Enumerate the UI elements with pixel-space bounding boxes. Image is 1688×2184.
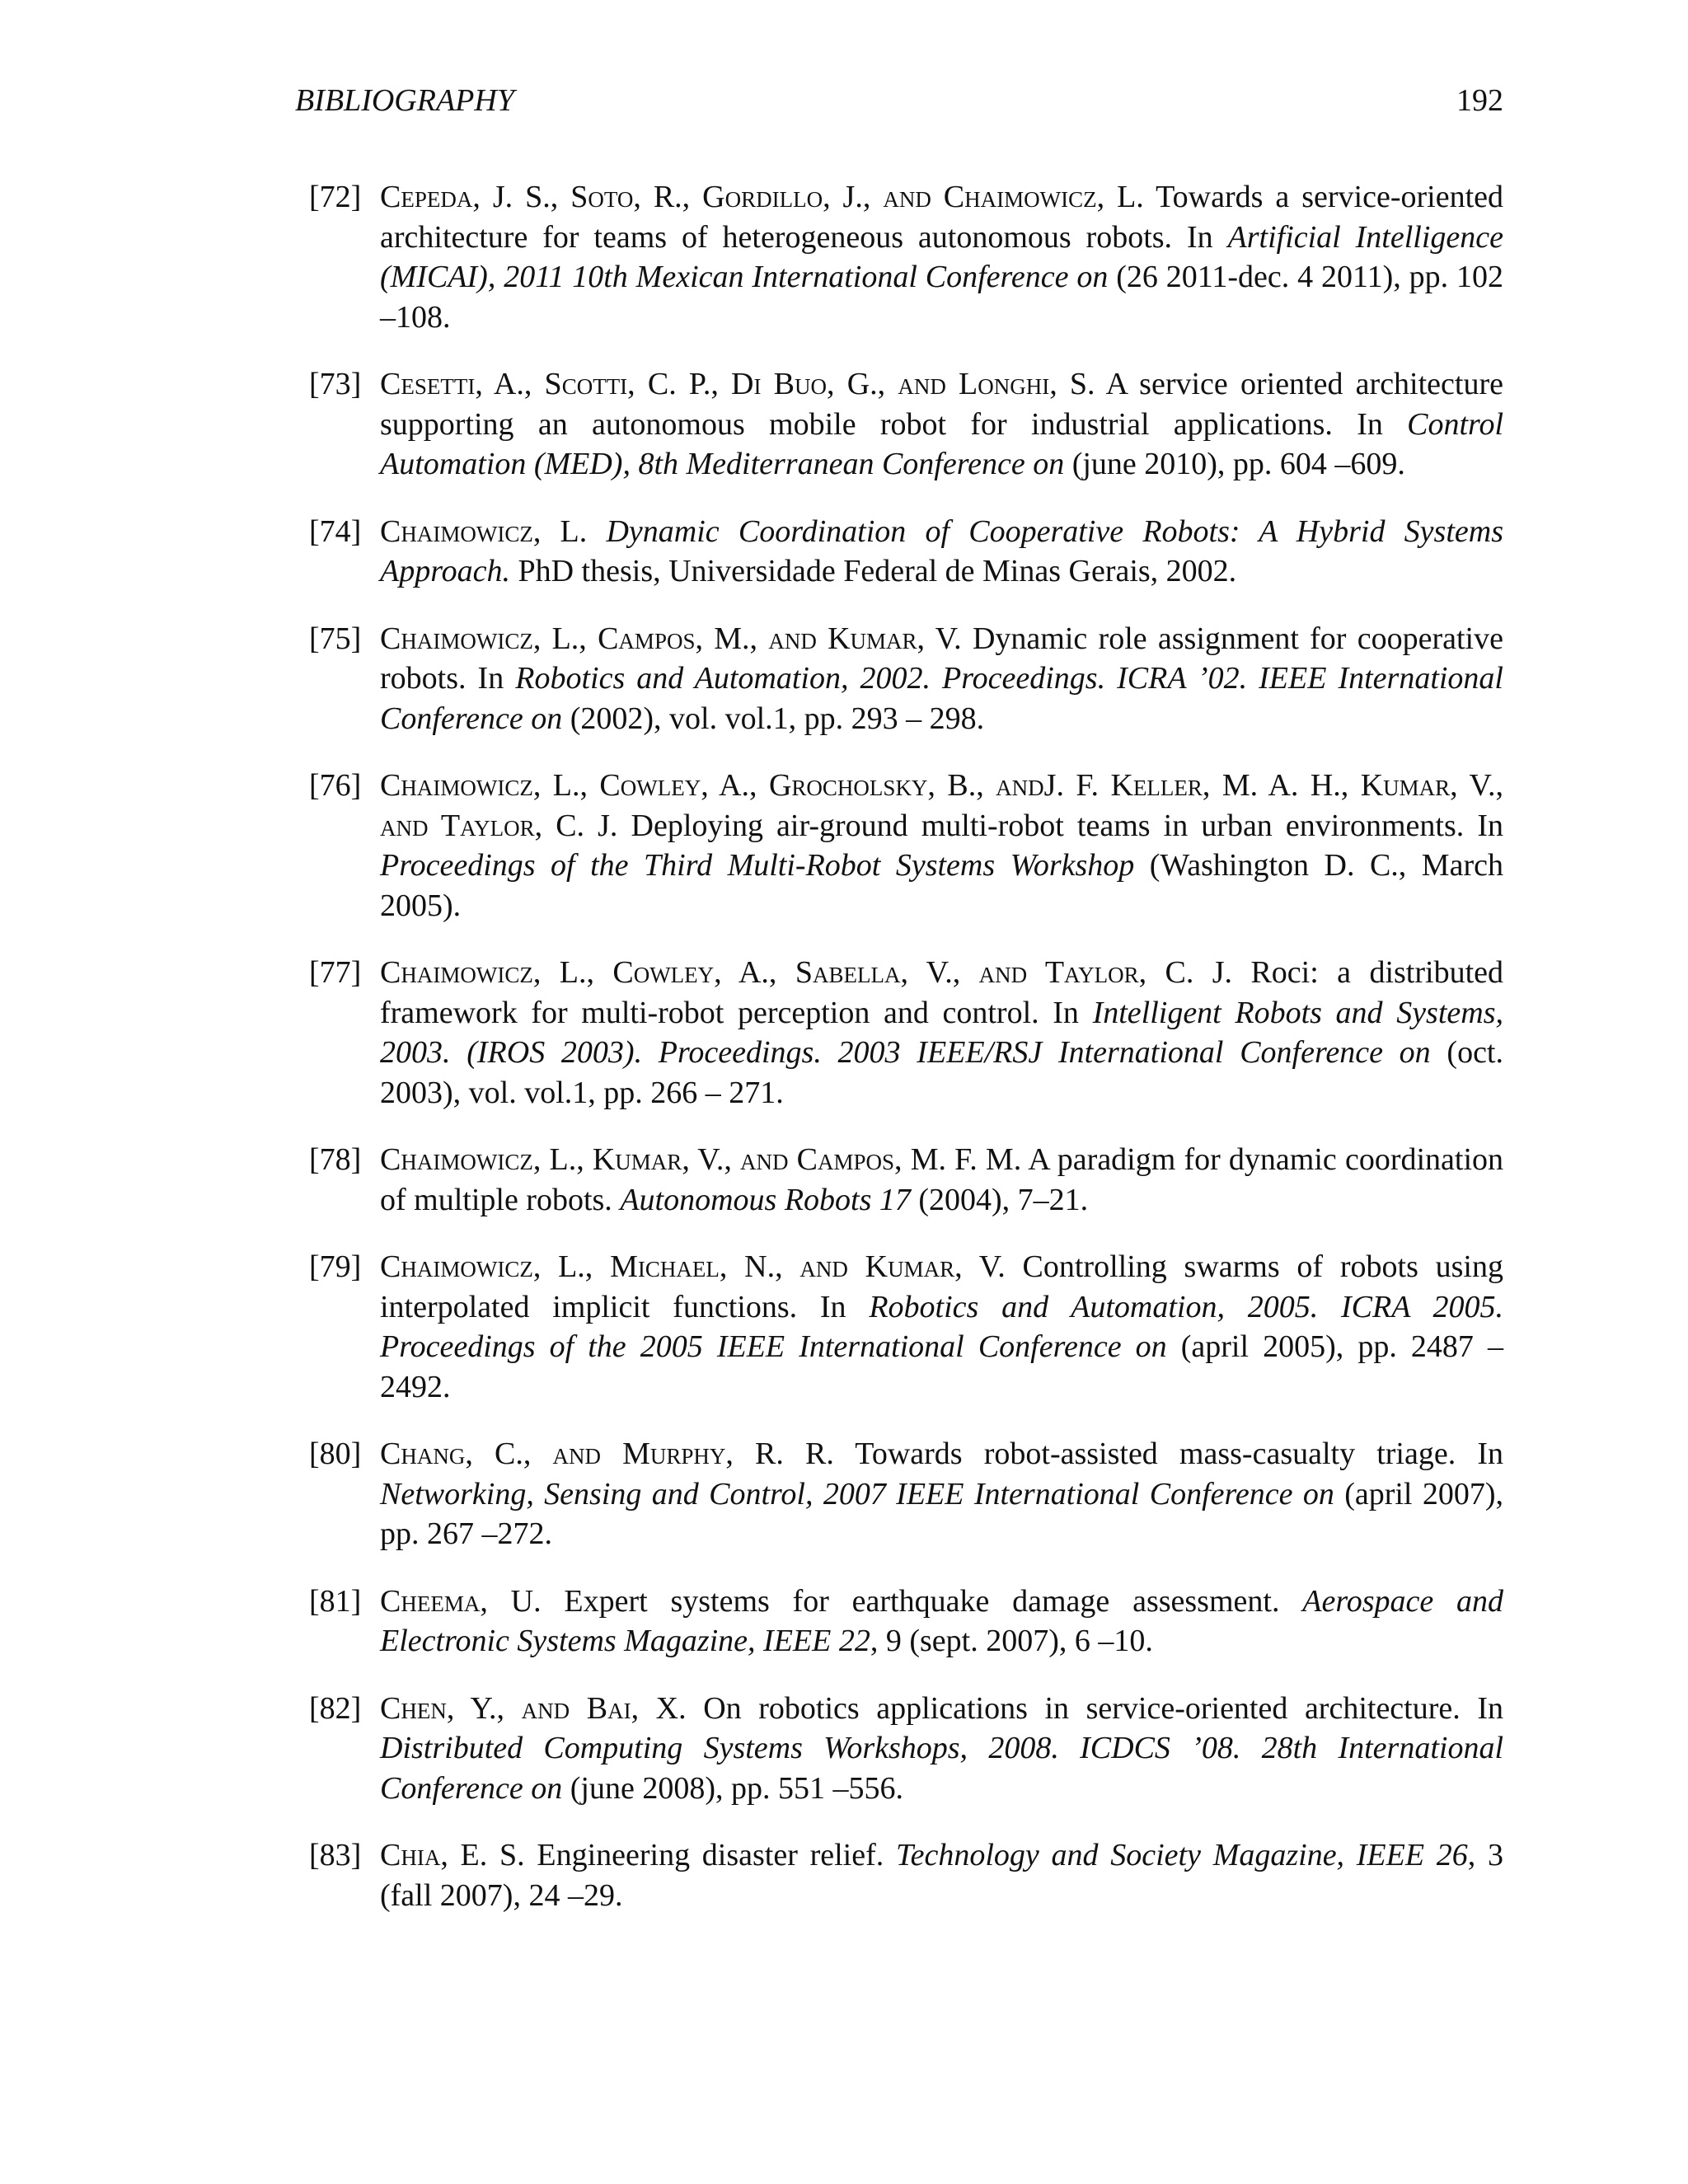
- entry-details: (oct. 2003), vol. vol.1, pp. 266 – 271.: [380, 1035, 1503, 1110]
- page-number: 192: [1456, 83, 1503, 118]
- entry-title: A service oriented architecture supporting an autonomous mobile robot for industrial applications. In: [380, 367, 1503, 442]
- entry-number: [73]: [309, 367, 362, 401]
- entry-number: [75]: [309, 621, 362, 656]
- entry-title: Towards robot-assisted mass-casualty triage. In: [833, 1436, 1504, 1471]
- entry-authors: Chaimowicz, L., Campos, M., and Kumar, V.: [380, 621, 962, 656]
- bibliography-entry: [309, 177, 1503, 337]
- entry-details: (2004), 7–21.: [910, 1182, 1089, 1217]
- entry-venue: Distributed Computing Systems Workshops, 2008. ICDCS ’08. 28th International Conference on: [380, 1731, 1503, 1806]
- entry-venue: Artificial Intelligence (MICAI), 2011 10th Mexican International Conference on: [380, 219, 1503, 294]
- bibliography-entry: [309, 1247, 1503, 1407]
- bibliography-entry: [309, 1140, 1503, 1220]
- entry-number: [74]: [309, 513, 362, 549]
- entry-number: [78]: [309, 1142, 362, 1177]
- entry-title: A paradigm for dynamic coordination of multiple robots.: [380, 1142, 1504, 1217]
- entry-title: [587, 514, 606, 549]
- entry-details: (june 2008), pp. 551 –556.: [562, 1770, 903, 1806]
- entry-number: [79]: [309, 1249, 362, 1284]
- entry-details: (Washington D. C., March 2005).: [380, 848, 1503, 923]
- bibliography-entry: [309, 1835, 1503, 1915]
- entry-details: (april 2007), pp. 267 –272.: [380, 1476, 1503, 1551]
- entry-number: [81]: [309, 1583, 362, 1619]
- entry-venue: Aerospace and Electronic Systems Magazine, IEEE 22: [380, 1583, 1503, 1658]
- running-header-title: BIBLIOGRAPHY: [295, 83, 514, 118]
- entry-venue: Robotics and Automation, 2002. Proceedings. ICRA ’02. IEEE International Conference on: [380, 661, 1503, 736]
- entry-authors: Chaimowicz, L.: [380, 513, 588, 549]
- entry-details: PhD thesis, Universidade Federal de Minas Gerais, 2002.: [509, 554, 1237, 588]
- entry-authors: Chaimowicz, L., Cowley, A., Sabella, V., and Taylor, C. J.: [380, 955, 1233, 990]
- entry-authors: Cheema, U.: [380, 1583, 542, 1619]
- entry-details: (april 2005), pp. 2487 – 2492.: [380, 1329, 1503, 1404]
- bibliography-entry: [309, 1434, 1503, 1554]
- entry-venue: Technology and Society Magazine, IEEE 26: [896, 1838, 1468, 1872]
- entry-venue: Autonomous Robots 17: [620, 1182, 911, 1217]
- entry-details: , 9 (sept. 2007), 6 –10.: [870, 1624, 1153, 1658]
- entry-authors: Chaimowicz, L., Cowley, A., Grocholsky, B., andJ. F. Keller, M. A. H., Kumar, V., and Taylor, C. J.: [380, 768, 1503, 843]
- entry-details: (june 2010), pp. 604 –609.: [1064, 447, 1405, 481]
- entry-venue: Control Automation (MED), 8th Mediterranean Conference on: [380, 406, 1503, 481]
- bibliography-entry: [309, 1689, 1503, 1809]
- entry-authors: Chaimowicz, L., Michael, N., and Kumar, V.: [380, 1249, 1006, 1284]
- entry-title: Towards a service-oriented architecture for teams of heterogeneous autonomous robots. In: [380, 180, 1503, 255]
- entry-number: [77]: [309, 955, 362, 990]
- entry-venue: Proceedings of the Third Multi-Robot Systems Workshop: [380, 848, 1135, 883]
- entry-authors: Chia, E. S.: [380, 1838, 525, 1872]
- entry-authors: Cepeda, J. S., Soto, R., Gordillo, J., and Chaimowicz, L.: [380, 180, 1144, 214]
- entry-number: [83]: [309, 1838, 362, 1872]
- entry-title: Engineering disaster relief.: [524, 1838, 896, 1872]
- entry-authors: Chang, C., and Murphy, R. R.: [380, 1436, 834, 1471]
- entry-details: , 3 (fall 2007), 24 –29.: [380, 1838, 1504, 1913]
- entry-title: Roci: a distributed framework for multi-robot perception and control. In: [380, 955, 1503, 1030]
- entry-authors: Chaimowicz, L., Kumar, V., and Campos, M. F. M.: [380, 1142, 1022, 1177]
- bibliography-entry: [309, 364, 1503, 485]
- entry-authors: Chen, Y., and Bai, X.: [380, 1690, 687, 1726]
- entry-authors: Cesetti, A., Scotti, C. P., Di Buo, G., and Longhi, S.: [380, 367, 1095, 401]
- entry-title: Controlling swarms of robots using interpolated implicit functions. In: [380, 1249, 1503, 1324]
- bibliography-entry: [309, 1582, 1503, 1661]
- entry-venue: Robotics and Automation, 2005. ICRA 2005. Proceedings of the 2005 IEEE International Conference on: [380, 1289, 1503, 1364]
- entry-number: [72]: [309, 180, 362, 214]
- entry-venue: Intelligent Robots and Systems, 2003. (IROS 2003). Proceedings. 2003 IEEE/RSJ International Conference on: [380, 995, 1504, 1070]
- entry-number: [80]: [309, 1436, 362, 1471]
- bibliography-entry: [309, 953, 1503, 1113]
- entry-number: [82]: [309, 1690, 362, 1726]
- entry-details: (2002), vol. vol.1, pp. 293 – 298.: [562, 701, 985, 736]
- entry-details: (26 2011-dec. 4 2011), pp. 102 –108.: [380, 260, 1503, 335]
- bibliography-list: [309, 177, 1503, 1943]
- bibliography-entry: [309, 619, 1503, 739]
- entry-venue: Dynamic Coordination of Cooperative Robots: A Hybrid Systems Approach.: [380, 513, 1503, 588]
- running-header: [295, 79, 1503, 122]
- entry-number: [76]: [309, 768, 362, 803]
- bibliography-entry: [309, 512, 1503, 592]
- bibliography-entry: [309, 766, 1503, 926]
- entry-title: Dynamic role assignment for cooperative robots. In: [380, 621, 1503, 696]
- entry-venue: Networking, Sensing and Control, 2007 IEEE International Conference on: [380, 1476, 1334, 1511]
- entry-title: Deploying air-ground multi-robot teams in urban environments. In: [617, 808, 1503, 843]
- entry-title: Expert systems for earthquake damage assessment.: [541, 1583, 1303, 1619]
- entry-title: On robotics applications in service-oriented architecture. In: [686, 1690, 1503, 1726]
